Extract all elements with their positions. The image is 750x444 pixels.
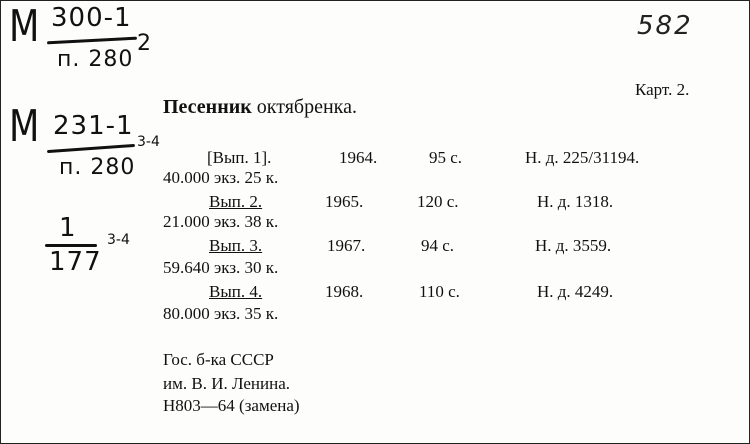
shelfmark-numerator: 1: [59, 213, 77, 243]
fraction-line: [47, 37, 137, 45]
footer-line: им. В. И. Ленина.: [163, 374, 291, 393]
footer-line: Гос. б-ка СССР: [163, 350, 274, 369]
shelfmark-letter: М: [9, 1, 40, 52]
issue-label: Вып. 3.: [209, 236, 263, 255]
issue-label: Вып. 2.: [209, 192, 263, 211]
title-rest: октябренка.: [251, 96, 357, 118]
footer-line: Н803—64 (замена): [163, 396, 300, 415]
issue-year: 1964.: [339, 148, 378, 167]
shelfmark-denominator: п. 280: [59, 155, 136, 180]
issue-pages: 95 с.: [429, 148, 463, 167]
issue-label: Вып. 4.: [209, 282, 263, 301]
issue-pages: 110 с.: [419, 282, 460, 301]
fraction-line: [47, 144, 135, 153]
card-number: Карт. 2.: [635, 80, 690, 99]
title: [163, 97, 357, 117]
issue-year: 1968.: [325, 282, 364, 301]
issue-run: 59.640 экз. 30 к.: [163, 258, 279, 277]
shelfmark-letter: М: [9, 101, 40, 152]
title-bold: Песенник: [163, 96, 252, 118]
issue-nd: Н. д. 4249.: [537, 282, 614, 301]
shelfmark-note: 3-4: [137, 134, 160, 150]
issue-nd: Н. д. 1318.: [537, 192, 614, 211]
issue-nd: Н. д. 225/31194.: [525, 148, 640, 167]
issue-pages: 94 с.: [421, 236, 455, 255]
issue-run: 80.000 экз. 35 к.: [163, 304, 279, 323]
issue-run: 21.000 экз. 38 к.: [163, 212, 279, 231]
issue-label: [Вып. 1].: [207, 148, 272, 167]
issue-nd: Н. д. 3559.: [535, 236, 612, 255]
shelfmark-denominator: 177: [49, 247, 102, 277]
shelfmark-denominator: п. 280: [57, 47, 134, 72]
issue-year: 1965.: [325, 192, 364, 211]
shelfmark-note: 3-4: [107, 232, 130, 248]
issue-pages: 120 с.: [417, 192, 459, 211]
shelfmark-note: 2: [137, 31, 151, 56]
shelfmark-numerator: 300-1: [51, 3, 132, 33]
issue-year: 1967.: [327, 236, 366, 255]
issue-run: 40.000 экз. 25 к.: [163, 168, 279, 187]
inventory-stamp-number: 582: [637, 11, 693, 41]
shelfmark-numerator: 231-1: [53, 111, 134, 141]
